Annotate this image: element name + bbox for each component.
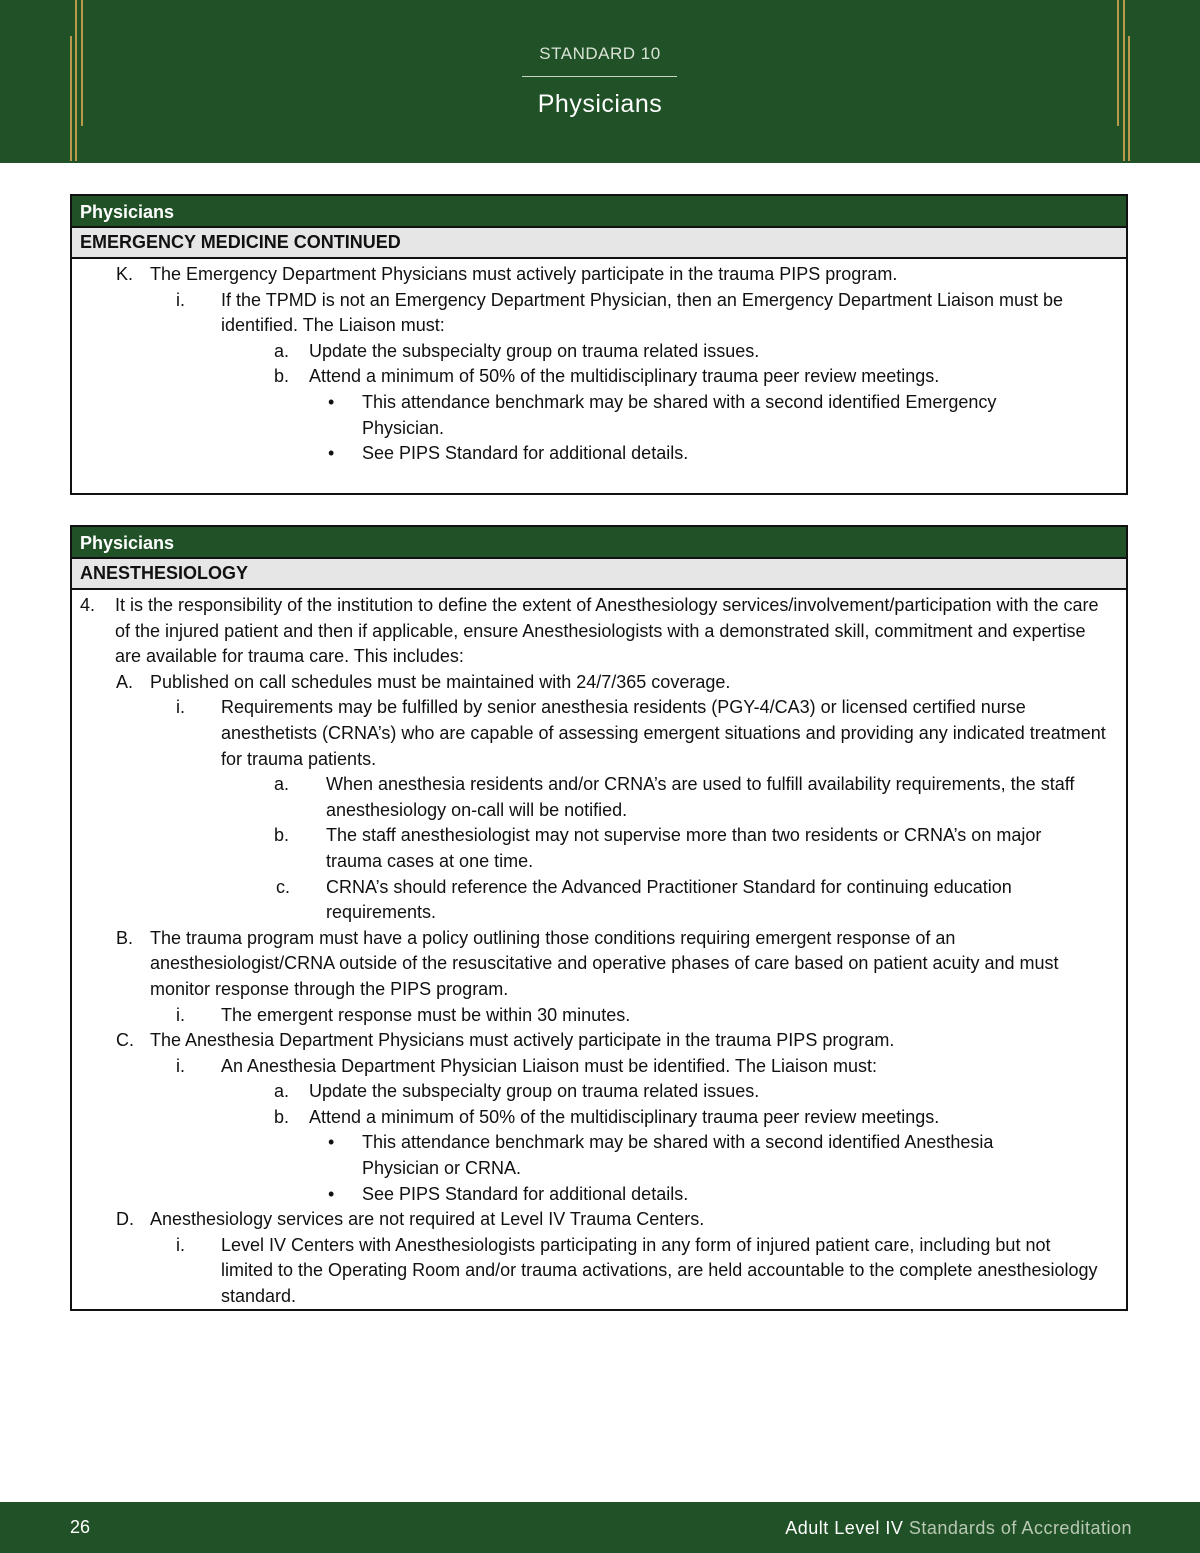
- list-item: [72, 1028, 1126, 1054]
- list-item: [72, 772, 1126, 823]
- list-item: [72, 695, 1126, 772]
- list-marker: i.: [176, 1234, 185, 1255]
- list-text: The trauma program must have a policy outlining those conditions requiring emergent response of an anesthesiologist/CRNA outside of the resuscitative and operative phases of care based on patient acuity and must monitor response through the PIPS program.: [150, 927, 1059, 999]
- list-text: Attend a minimum of 50% of the multidisciplinary trauma peer review meetings.: [309, 1106, 940, 1127]
- bullet-marker: •: [328, 1183, 335, 1204]
- page-title: Physicians: [537, 90, 663, 118]
- list-marker: 4.: [80, 595, 96, 615]
- bullet-marker: •: [328, 443, 335, 464]
- list-text: It is the responsibility of the institution to define the extent of Anesthesiology services/involvement/participation with the care of the injured patient and then if applicable, ensure Anesthesiologists with a demonstrated skill, commitment and expertise are available for trauma care. This includes:: [115, 595, 1099, 667]
- list-text: This attendance benchmark may be shared with a second identified Anesthesia Physician or CRNA.: [362, 1132, 994, 1179]
- list-marker: C.: [116, 1030, 134, 1051]
- list-item: [72, 1182, 1126, 1208]
- header-divider: [522, 76, 677, 77]
- bullet-marker: •: [328, 391, 335, 412]
- list-marker: a.: [274, 774, 290, 795]
- list-item: [72, 288, 1126, 339]
- list-item: [72, 441, 1126, 467]
- list-marker: i.: [176, 1055, 185, 1076]
- list-item: [72, 1054, 1126, 1080]
- list-text: When anesthesia residents and/or CRNA’s are used to fulfill availability requirements, the staff anesthesiology on-call will be notified.: [326, 774, 1075, 820]
- list-item: [72, 364, 1126, 390]
- list-text: Update the subspecialty group on trauma related issues.: [309, 340, 760, 361]
- list-marker: i.: [176, 1004, 185, 1025]
- list-text: See PIPS Standard for additional details.: [362, 1183, 689, 1204]
- list-text: The Emergency Department Physicians must actively participate in the trauma PIPS program.: [150, 264, 898, 284]
- list-marker: A.: [116, 671, 134, 692]
- section-header: Physicians: [72, 527, 1126, 559]
- list-text: Requirements may be fulfilled by senior anesthesia residents (PGY-4/CA3) or licensed certified nurse anesthetists (CRNA’s) who are capable of assessing emergent situations and providing any indicated treatment for trauma patients.: [221, 697, 1106, 769]
- list-item: [72, 875, 1126, 926]
- list-marker: a.: [274, 1081, 290, 1102]
- list-item: [72, 926, 1126, 1003]
- list-marker: b.: [274, 366, 290, 387]
- list-item: [72, 1079, 1126, 1105]
- list-item: [72, 823, 1126, 874]
- list-text: Anesthesiology services are not required at Level IV Trauma Centers.: [150, 1209, 705, 1230]
- section-subheader: ANESTHESIOLOGY: [72, 559, 1126, 590]
- list-marker: i.: [176, 289, 185, 310]
- list-text: Published on call schedules must be maintained with 24/7/365 coverage.: [150, 671, 731, 692]
- list-text: The Anesthesia Department Physicians must actively participate in the trauma PIPS program.: [150, 1030, 895, 1051]
- list-item: [72, 339, 1126, 365]
- anesthesiology-box: [70, 525, 1128, 1311]
- list-item: [72, 1105, 1126, 1131]
- list-marker: i.: [176, 697, 185, 718]
- section-content: [72, 590, 1126, 1310]
- section-header: Physicians: [72, 196, 1126, 228]
- list-text: If the TPMD is not an Emergency Department Physician, then an Emergency Department Liaison must be identified. The Liaison must:: [221, 289, 1064, 336]
- list-text: CRNA’s should reference the Advanced Practitioner Standard for continuing education requirements.: [326, 876, 1012, 923]
- list-item: [72, 1207, 1126, 1233]
- page-header: [0, 0, 1200, 163]
- list-text: See PIPS Standard for additional details.: [362, 443, 689, 464]
- bullet-marker: •: [328, 1132, 335, 1153]
- gold-line-decoration: [75, 0, 77, 161]
- list-item: [72, 390, 1126, 441]
- list-text: An Anesthesia Department Physician Liaison must be identified. The Liaison must:: [221, 1055, 878, 1076]
- brand-light: Standards of Accreditation: [908, 1518, 1132, 1538]
- list-marker: b.: [274, 825, 290, 846]
- list-text: Attend a minimum of 50% of the multidisciplinary trauma peer review meetings.: [309, 366, 940, 387]
- list-marker: c.: [276, 876, 291, 897]
- list-text: Level IV Centers with Anesthesiologists participating in any form of injured patient care, including but not limited to the Operating Room and/or trauma activations, are held accountable to the complete anesthesiology standard.: [221, 1234, 1098, 1307]
- section-content: [72, 259, 1126, 467]
- list-item: [72, 593, 1126, 670]
- list-item: [72, 1130, 1126, 1181]
- list-item: [72, 1003, 1126, 1029]
- list-text: The staff anesthesiologist may not supervise more than two residents or CRNA’s on major trauma cases at one time.: [326, 825, 1042, 871]
- emergency-medicine-box: [70, 194, 1128, 495]
- list-text: This attendance benchmark may be shared with a second identified Emergency Physician.: [362, 391, 997, 438]
- page-footer: [0, 1502, 1200, 1553]
- page-number: 26: [70, 1517, 91, 1537]
- list-marker: K.: [116, 264, 134, 284]
- list-marker: B.: [116, 927, 134, 948]
- section-subheader: EMERGENCY MEDICINE CONTINUED: [72, 228, 1126, 259]
- list-marker: a.: [274, 340, 290, 361]
- gold-line-decoration: [1123, 0, 1125, 161]
- footer-brand: [785, 1518, 1132, 1539]
- list-item: [72, 262, 1126, 288]
- list-item: [72, 1233, 1126, 1310]
- list-item: [72, 670, 1126, 696]
- list-text: Update the subspecialty group on trauma related issues.: [309, 1081, 760, 1102]
- brand-bold: Adult Level IV: [785, 1518, 904, 1538]
- list-marker: D.: [116, 1209, 134, 1230]
- standard-label: STANDARD 10: [539, 44, 661, 63]
- list-marker: b.: [274, 1106, 290, 1127]
- list-text: The emergent response must be within 30 minutes.: [221, 1004, 631, 1025]
